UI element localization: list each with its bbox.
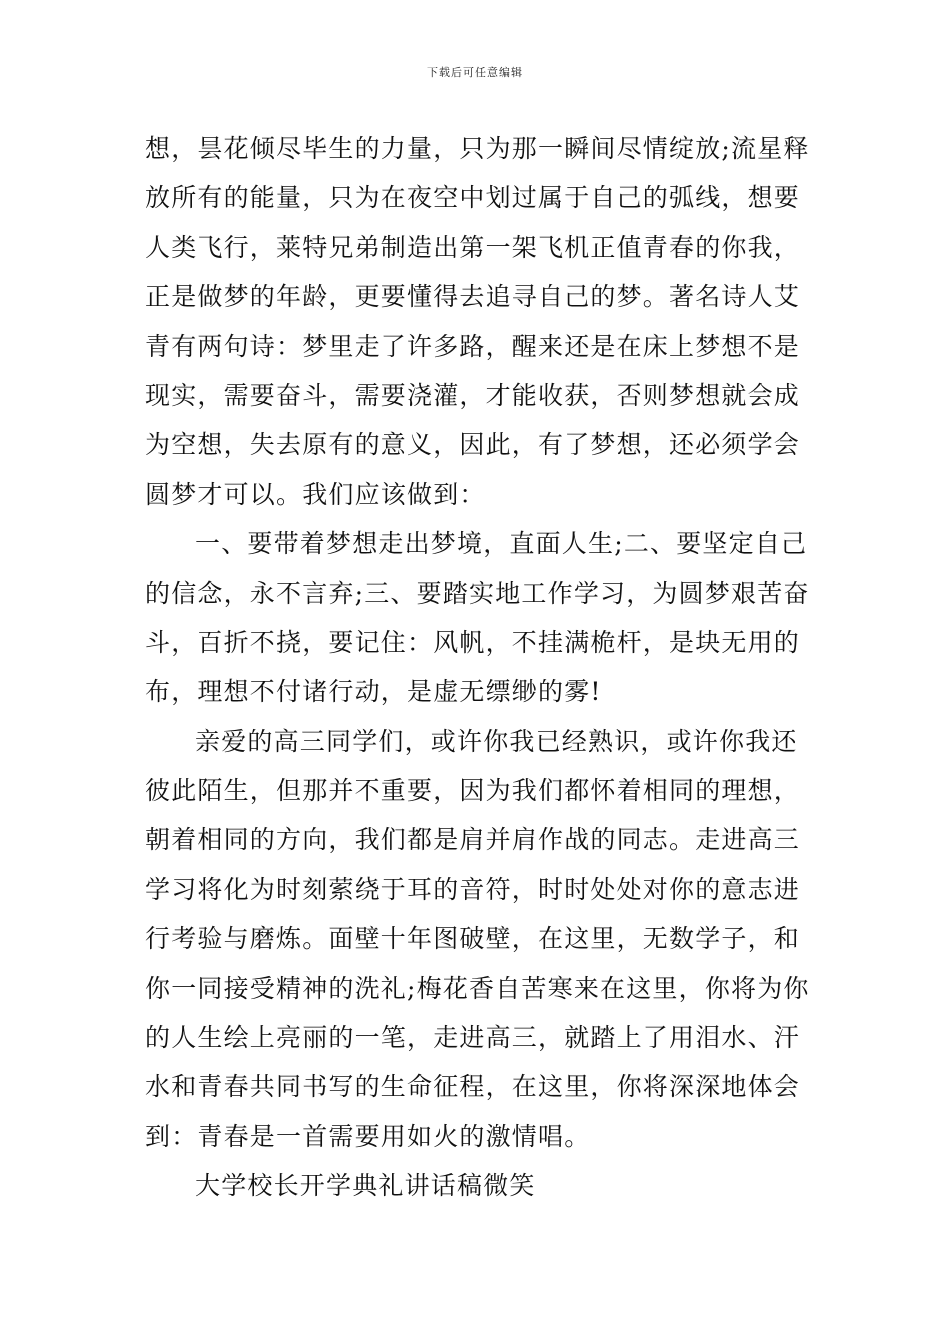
text-line: 大学校长开学典礼讲话稿微笑 (195, 1171, 536, 1201)
text-line: 布，理想不付诸行动，是虚无缥缈的雾! (145, 677, 602, 707)
paragraph-1 (145, 124, 810, 519)
text-line: 到：青春是一首需要用如火的激情唱。 (145, 1121, 591, 1151)
text-line: 为空想，失去原有的意义，因此，有了梦想，还必须学会 (145, 430, 801, 460)
paragraph-3 (145, 717, 810, 1162)
text-line: 彼此陌生，但那并不重要，因为我们都怀着相同的理想， (145, 776, 801, 806)
text-line: 朝着相同的方向，我们都是肩并肩作战的同志。走进高三 (145, 825, 801, 855)
text-line: 现实，需要奋斗，需要浇灌，才能收获，否则梦想就会成 (145, 380, 801, 410)
text-line: 放所有的能量，只为在夜空中划过属于自己的弧线，想要 (145, 183, 801, 213)
text-line: 青有两句诗：梦里走了许多路，醒来还是在床上梦想不是 (145, 331, 801, 361)
text-line: 斗，百折不挠，要记住：风帆，不挂满桅杆，是块无用的 (145, 627, 801, 657)
text-line: 圆梦才可以。我们应该做到： (145, 479, 486, 509)
text-line: 的信念，永不言弃;三、要踏实地工作学习，为圆梦艰苦奋 (145, 578, 810, 608)
text-line: 学习将化为时刻萦绕于耳的音符，时时处处对你的意志进 (145, 874, 801, 904)
page-header: 下载后可任意编辑 (427, 66, 523, 79)
text-line: 的人生绘上亮丽的一笔，走进高三，就踏上了用泪水、汗 (145, 1023, 801, 1053)
text-line: 行考验与磨炼。面壁十年图破壁，在这里，无数学子，和 (145, 924, 801, 954)
text-line: 一、要带着梦想走出梦境，直面人生;二、要坚定自己 (195, 529, 808, 559)
paragraph-4-title (145, 1161, 810, 1210)
text-line: 亲爱的高三同学们，或许你我已经熟识，或许你我还 (195, 726, 798, 756)
paragraph-2 (145, 519, 810, 717)
text-line: 正是做梦的年龄，更要懂得去追寻自己的梦。著名诗人艾 (145, 282, 801, 312)
text-line: 水和青春共同书写的生命征程，在这里，你将深深地体会 (145, 1072, 801, 1102)
text-line: 人类飞行，莱特兄弟制造出第一架飞机正值青春的你我， (145, 232, 801, 262)
document-body (145, 124, 810, 1211)
text-line: 你一同接受精神的洗礼;梅花香自苦寒来在这里，你将为你 (145, 973, 810, 1003)
text-line: 想，昙花倾尽毕生的力量，只为那一瞬间尽情绽放;流星释 (145, 134, 810, 163)
